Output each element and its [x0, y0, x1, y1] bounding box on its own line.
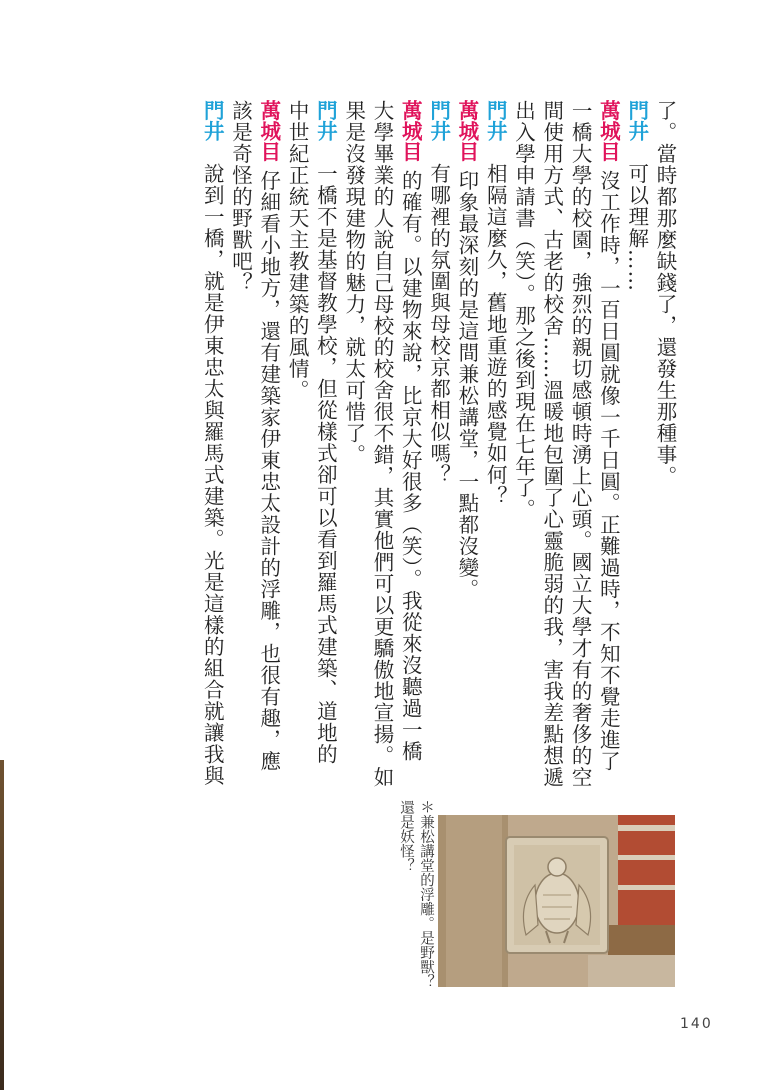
relief-carving-image	[438, 815, 675, 987]
text-column	[256, 100, 282, 772]
text-column	[539, 100, 565, 788]
dialogue-text-span: 的確有。以建物來說，比京大好很多（笑）。我從來沒聽過一橋	[398, 169, 423, 762]
relief-photo	[438, 815, 675, 987]
speaker-label: 門井	[483, 100, 508, 141]
dialogue-text-span: 印象最深刻的是這間兼松講堂，一點都沒變。	[454, 169, 479, 600]
dialogue-text-span: 有哪裡的氛圍與母校京都相似嗎？	[426, 163, 451, 486]
speaker-label: 萬城目	[398, 100, 423, 162]
speaker-label: 萬城目	[256, 100, 281, 162]
speaker-label: 門井	[426, 100, 451, 141]
dialogue-text-span: 仔細看小地方，還有建築家伊東忠太設計的浮雕，也很有趣，應	[256, 169, 281, 772]
dialogue-text-span: 一橋大學的校園，強烈的親切感頓時湧上心頭。國立大學才有的奢侈的空	[568, 100, 593, 788]
text-column	[624, 100, 650, 292]
text-column	[426, 100, 452, 486]
caption-line-2: 還是妖怪？	[398, 800, 414, 873]
dialogue-text-span: 該是奇怪的野獸吧？	[228, 100, 253, 294]
text-column	[482, 100, 508, 507]
caption-line-1: ＊兼松講堂的浮雕。是野獸？	[418, 800, 434, 989]
speaker-label: 萬城目	[454, 100, 479, 162]
speaker-label: 門井	[624, 100, 649, 141]
dialogue-text-span: 果是沒發現建物的魅力，就太可惜了。	[341, 100, 366, 466]
dialogue-text-span: 說到一橋，就是伊東忠太與羅馬式建築。光是這樣的組合就讓我與	[200, 163, 225, 787]
dialogue-text-span: 間使用方式、古老的校舍……溫暖地包圍了心靈脆弱的我，害我差點想遞	[539, 100, 564, 788]
speaker-label: 門井	[313, 100, 338, 141]
dialogue-text-span: 可以理解……	[624, 163, 649, 292]
photo-caption	[392, 800, 436, 989]
text-column	[397, 100, 423, 761]
dialogue-text-span: 沒工作時，一百日圓就像一千日圓。正難過時，不知不覺走進了	[596, 169, 621, 772]
text-column	[341, 100, 367, 466]
text-column	[369, 100, 395, 788]
dialogue-text-span: 中世紀正統天主教建築的風情。	[285, 100, 310, 401]
text-column	[567, 100, 593, 788]
page-edge-strip	[0, 760, 4, 1090]
text-column	[284, 100, 310, 401]
speaker-label: 萬城目	[596, 100, 621, 162]
text-column	[199, 100, 225, 787]
text-column	[595, 100, 621, 772]
text-column	[454, 100, 480, 600]
dialogue-text-span: 大學畢業的人說自己母校的校舍很不錯，其實他們可以更驕傲地宣揚。如	[370, 100, 394, 788]
page-number: 140	[680, 1016, 713, 1032]
text-column	[652, 100, 678, 487]
text-column	[511, 100, 537, 520]
text-column	[312, 100, 338, 765]
dialogue-text-span: 出入學申請書（笑）。那之後到現在七年了。	[511, 100, 536, 520]
dialogue-text-span: 一橋不是基督教學校，但從樣式卻可以看到羅馬式建築、道地的	[313, 163, 338, 765]
text-column	[228, 100, 254, 294]
speaker-label: 門井	[200, 100, 225, 141]
dialogue-text-span: 了。當時都那麼缺錢了，還發生那種事。	[653, 100, 677, 487]
dialogue-text-span: 相隔這麼久，舊地重遊的感覺如何？	[483, 163, 508, 507]
